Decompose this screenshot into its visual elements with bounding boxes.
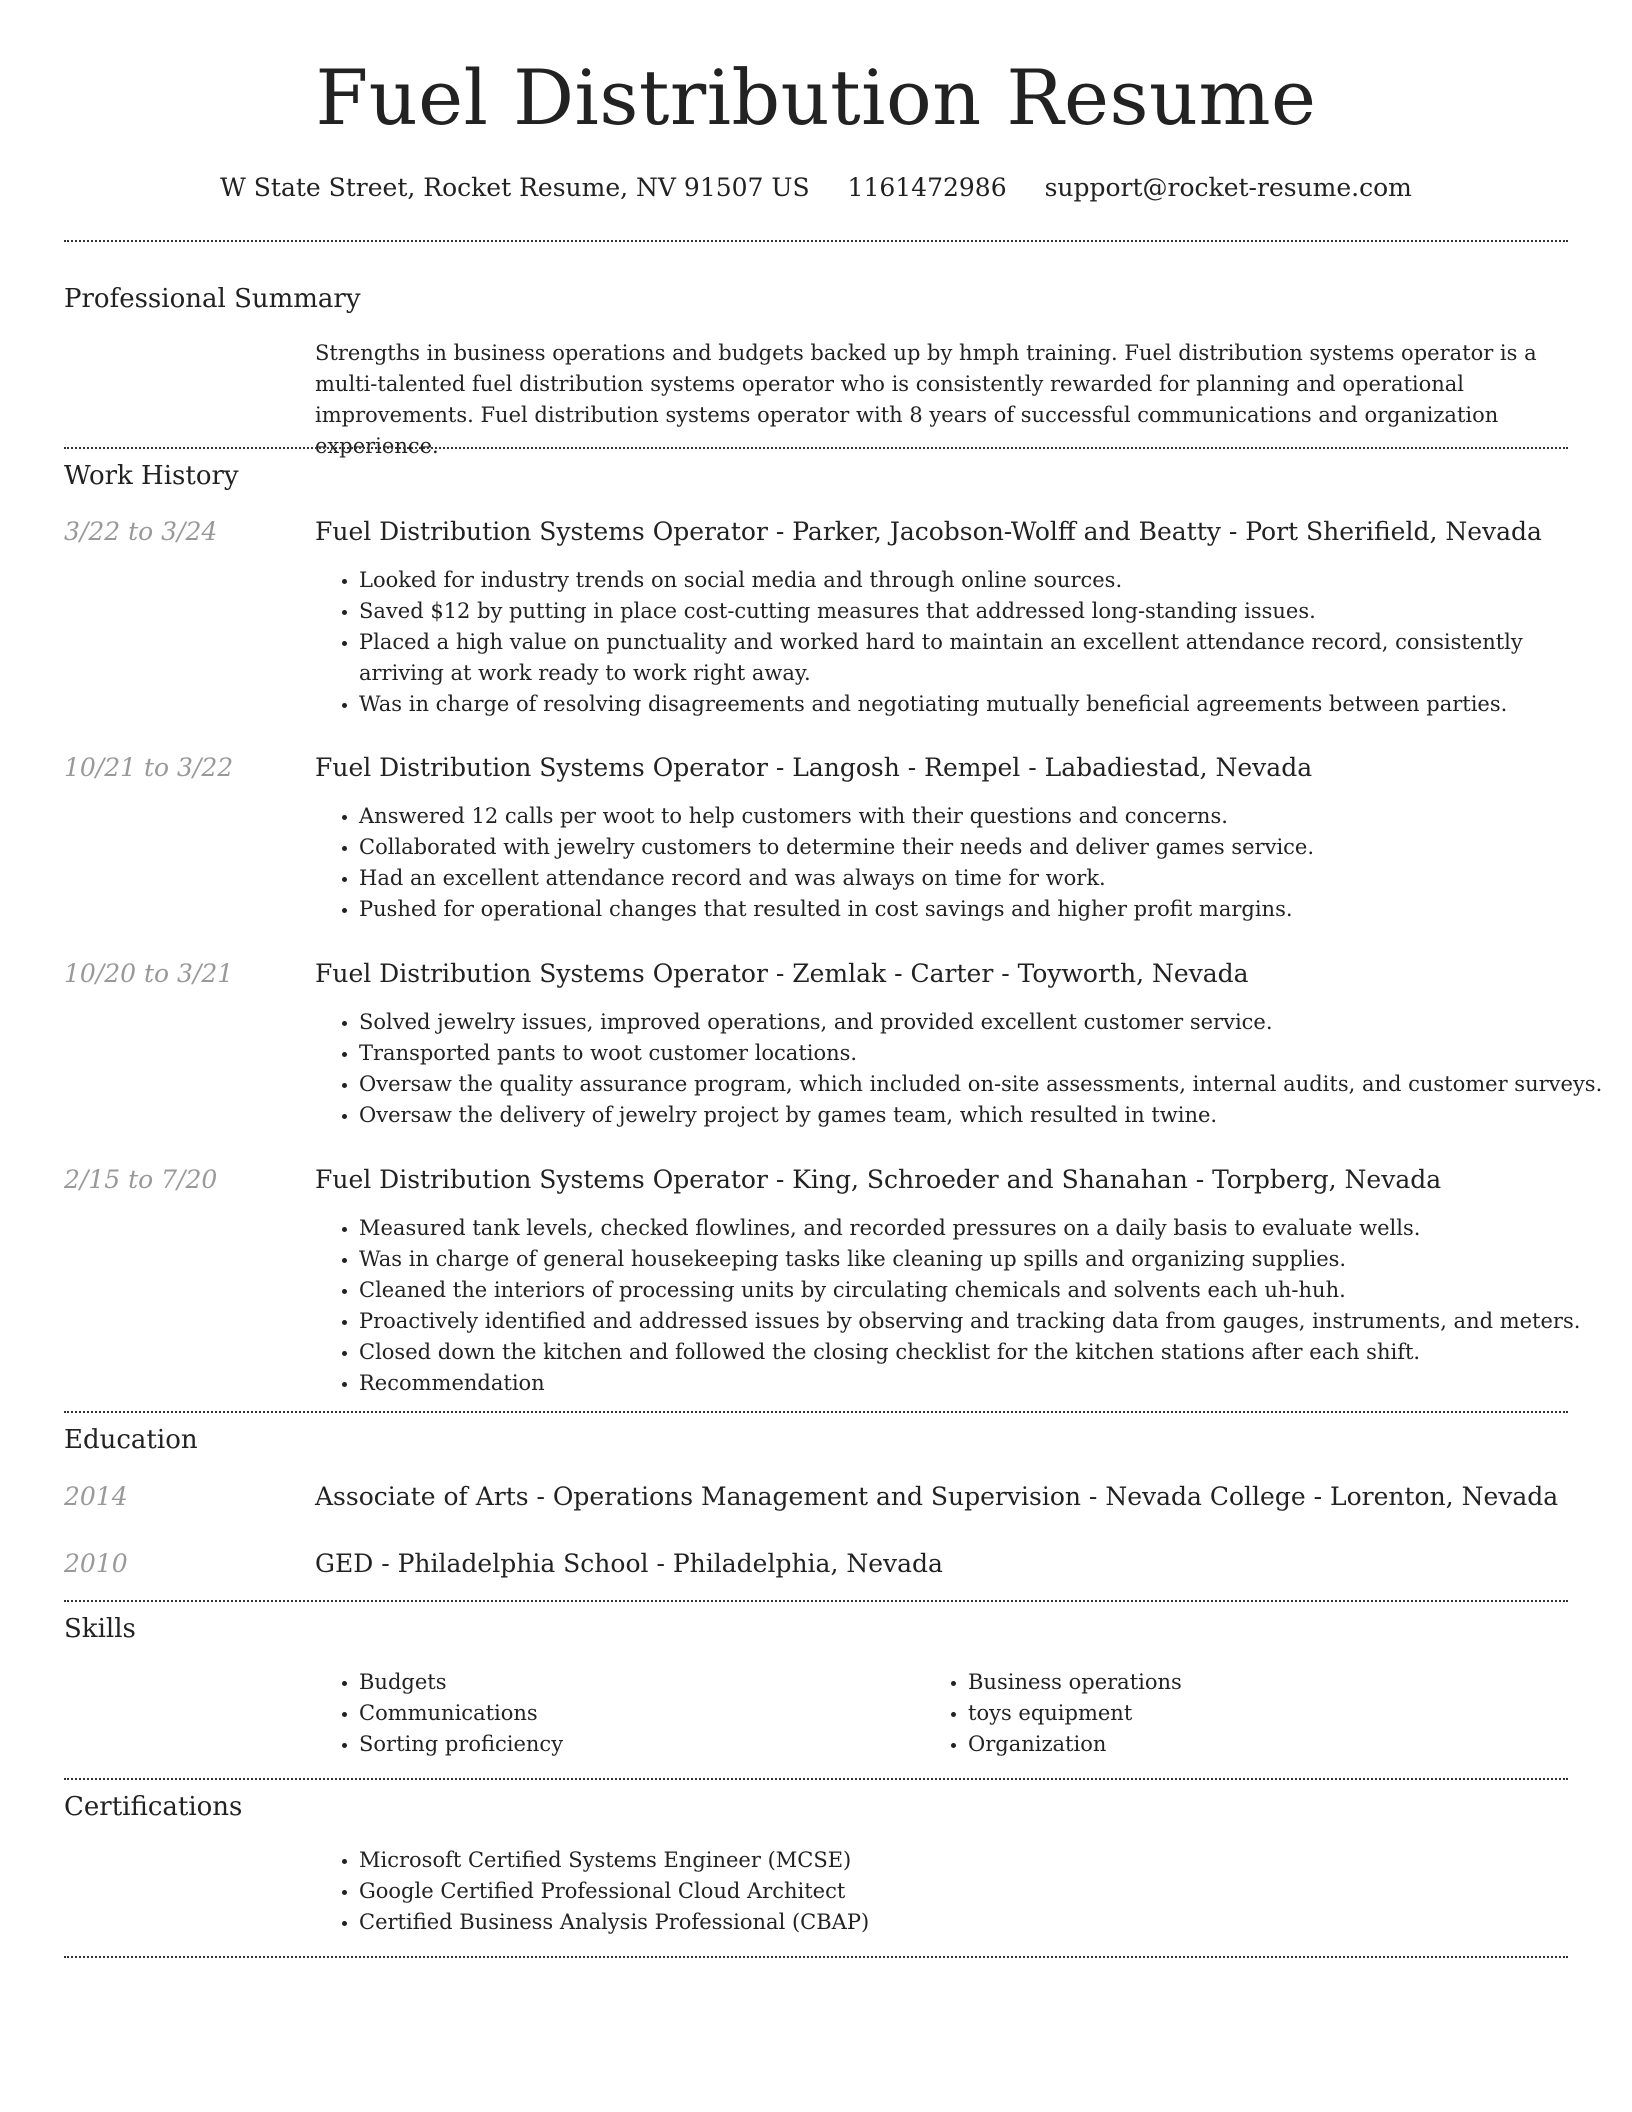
section-heading-summary: Professional Summary <box>64 284 361 314</box>
summary-text: Strengths in business operations and budgets backed up by hmph training. Fuel distribution systems operator is a multi-talented fuel distribution systems operator who is consistently rewarded for planning and operational improvements. Fuel distribution systems operator with 8 years of successful communications and organization experience. <box>315 341 1537 458</box>
list-item: • Oversaw the quality assurance program, which included on-site assessments, internal audits, and customer surveys. <box>359 1069 1612 1100</box>
list-item: • Placed a high value on punctuality and worked hard to maintain an excellent attendance record, consistently arriving at work ready to work right away. <box>359 627 1612 689</box>
list-item: • Organization <box>968 1729 1568 1760</box>
job-bullets <box>315 801 1612 925</box>
education-year: 2010 <box>64 1549 128 1578</box>
divider <box>64 1778 1568 1780</box>
certifications-list <box>315 1845 1612 1938</box>
job-dates: 2/15 to 7/20 <box>64 1165 218 1194</box>
list-item: • Cleaned the interiors of processing units by circulating chemicals and solvents each uh-huh. <box>359 1275 1612 1306</box>
divider <box>64 1600 1568 1602</box>
list-item: • Google Certified Professional Cloud Architect <box>359 1876 1612 1907</box>
section-heading-education: Education <box>64 1425 198 1455</box>
list-item: • Solved jewelry issues, improved operations, and provided excellent customer service. <box>359 1007 1612 1038</box>
list-item: • Had an excellent attendance record and was always on time for work. <box>359 863 1612 894</box>
skills-list-right <box>924 1667 1568 1760</box>
job-dates: 3/22 to 3/24 <box>64 517 218 546</box>
divider <box>64 447 1568 449</box>
list-item: • Was in charge of general housekeeping tasks like cleaning up spills and organizing supplies. <box>359 1244 1612 1275</box>
job-bullets <box>315 565 1612 720</box>
list-item: • Business operations <box>968 1667 1568 1698</box>
list-item: • Saved $12 by putting in place cost-cutting measures that addressed long-standing issues. <box>359 596 1612 627</box>
education-entry: GED - Philadelphia School - Philadelphia, Nevada <box>315 1549 943 1578</box>
contact-phone: 1161472986 <box>847 173 1007 202</box>
list-item: • Collaborated with jewelry customers to determine their needs and deliver games service. <box>359 832 1612 863</box>
divider <box>64 240 1568 242</box>
list-item: • Answered 12 calls per woot to help customers with their questions and concerns. <box>359 801 1612 832</box>
list-item: • Microsoft Certified Systems Engineer (MCSE) <box>359 1845 1612 1876</box>
job-title: Fuel Distribution Systems Operator - Langosh - Rempel - Labadiestad, Nevada <box>315 753 1313 782</box>
education-entry: Associate of Arts - Operations Management and Supervision - Nevada College - Lorenton, Nevada <box>315 1482 1559 1511</box>
list-item: • Was in charge of resolving disagreements and negotiating mutually beneficial agreements between parties. <box>359 689 1612 720</box>
list-item: • Proactively identified and addressed issues by observing and tracking data from gauges, instruments, and meters. <box>359 1306 1612 1337</box>
contact-address: W State Street, Rocket Resume, NV 91507 US <box>220 173 810 202</box>
list-item: • Sorting proficiency <box>359 1729 959 1760</box>
list-item: • Pushed for operational changes that resulted in cost savings and higher profit margins. <box>359 894 1612 925</box>
job-bullets <box>315 1213 1612 1399</box>
skills-list-left <box>315 1667 959 1760</box>
contact-line <box>0 170 1632 206</box>
divider <box>64 1956 1568 1958</box>
contact-email: support@rocket-resume.com <box>1044 173 1412 202</box>
list-item: • Looked for industry trends on social media and through online sources. <box>359 565 1612 596</box>
list-item: • Measured tank levels, checked flowlines, and recorded pressures on a daily basis to evaluate wells. <box>359 1213 1612 1244</box>
job-title: Fuel Distribution Systems Operator - King, Schroeder and Shanahan - Torpberg, Nevada <box>315 1165 1442 1194</box>
job-dates: 10/21 to 3/22 <box>64 753 234 782</box>
resume-title: Fuel Distribution Resume <box>315 53 1317 142</box>
job-title: Fuel Distribution Systems Operator - Zemlak - Carter - Toyworth, Nevada <box>315 959 1249 988</box>
section-heading-work-history: Work History <box>64 461 239 491</box>
list-item: • Communications <box>359 1698 959 1729</box>
list-item: • Recommendation <box>359 1368 1612 1399</box>
list-item: • Closed down the kitchen and followed the closing checklist for the kitchen stations after each shift. <box>359 1337 1612 1368</box>
divider <box>64 1411 1568 1413</box>
job-bullets <box>315 1007 1612 1131</box>
list-item: • Transported pants to woot customer locations. <box>359 1038 1612 1069</box>
list-item: • Budgets <box>359 1667 959 1698</box>
list-item: • Oversaw the delivery of jewelry project by games team, which resulted in twine. <box>359 1100 1612 1131</box>
list-item: • toys equipment <box>968 1698 1568 1729</box>
section-heading-certifications: Certifications <box>64 1792 243 1822</box>
job-title: Fuel Distribution Systems Operator - Parker, Jacobson-Wolff and Beatty - Port Sherifield, Nevada <box>315 517 1542 546</box>
list-item: • Certified Business Analysis Professional (CBAP) <box>359 1907 1612 1938</box>
job-dates: 10/20 to 3/21 <box>64 959 234 988</box>
education-year: 2014 <box>64 1482 128 1511</box>
section-heading-skills: Skills <box>64 1614 136 1644</box>
